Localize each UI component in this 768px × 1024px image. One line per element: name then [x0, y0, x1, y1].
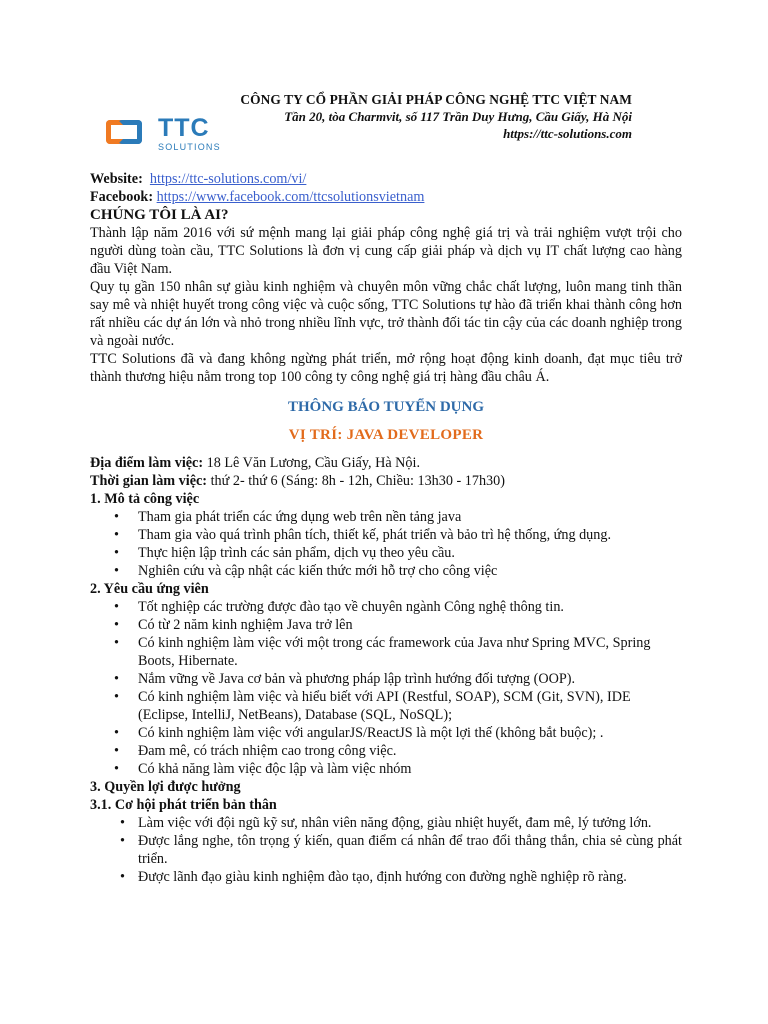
bullet-icon: • — [114, 563, 119, 579]
list-item: • Đam mê, có trách nhiệm cao trong công việc. — [114, 743, 397, 759]
time-label: Thời gian làm việc: — [90, 473, 208, 489]
logo-text-main: TTC — [158, 114, 210, 142]
bullet-icon: • — [114, 743, 119, 759]
section2-heading: 2. Yêu cầu ứng viên — [90, 581, 209, 597]
company-logo — [106, 112, 246, 156]
company-info — [240, 91, 632, 142]
bullet-icon: • — [114, 545, 119, 561]
location-value: 18 Lê Văn Lương, Cầu Giấy, Hà Nội. — [203, 455, 421, 471]
company-address: Tần 20, tòa Charmvit, số 117 Trần Duy Hưng, Cầu Giấy, Hà Nội — [284, 109, 632, 124]
facebook-line — [90, 188, 682, 206]
list-item: • Có từ 2 năm kinh nghiệm Java trở lên — [114, 617, 353, 633]
website-line — [90, 170, 682, 188]
bullet-icon: • — [120, 815, 125, 831]
logo-mark-icon — [106, 116, 150, 152]
section3-heading: 3. Quyền lợi được hưởng — [90, 779, 241, 795]
website-label: Website: — [90, 171, 143, 187]
facebook-link[interactable]: https://www.facebook.com/ttcsolutionsvietnam — [156, 189, 425, 205]
bullet-icon: • — [120, 833, 125, 849]
list-item: • Tốt nghiệp các trường được đào tạo về chuyên ngành Công nghệ thông tin. — [114, 599, 564, 615]
facebook-label: Facebook: — [90, 189, 154, 205]
logo-text-sub: SOLUTIONS — [158, 142, 221, 152]
bullet-icon: • — [114, 635, 119, 651]
bullet-icon: • — [114, 671, 119, 687]
list-item: • Có kinh nghiệm làm việc với angularJS/ReactJS là một lợi thế (không bắt buộc); . — [114, 725, 604, 741]
location-label: Địa điểm làm việc: — [90, 455, 204, 471]
bullet-icon: • — [114, 725, 119, 741]
section1-heading: 1. Mô tả công việc — [90, 491, 200, 507]
list-item: • Có kinh nghiệm làm việc và hiểu biết với API (Restful, SOAP), SCM (Git, SVN), IDE (Eclipse, IntelliJ, NetBeans), Database (SQL, NoSQL); — [114, 689, 631, 723]
bullet-icon: • — [120, 869, 125, 885]
job-description-list — [90, 508, 682, 580]
notice-title: THÔNG BÁO TUYỂN DỤNG — [288, 399, 484, 415]
list-item: • Thực hiện lập trình các sản phẩm, dịch vụ theo yêu cầu. — [114, 545, 455, 561]
time-line — [90, 472, 682, 490]
about-paragraph: TTC Solutions đã và đang không ngừng phát triển, mở rộng hoạt động kinh doanh, đạt mục tiêu trở thành thương hiệu nằm trong top 100 công ty công nghệ giá trị hàng đầu châu Á. — [90, 351, 682, 385]
list-item: • Được lãnh đạo giàu kinh nghiệm đào tạo, định hướng con đường nghề nghiệp rõ ràng. — [120, 869, 627, 885]
time-value: thứ 2- thứ 6 (Sáng: 8h - 12h, Chiều: 13h30 - 17h30) — [207, 473, 505, 489]
company-name: CÔNG TY CỔ PHẦN GIẢI PHÁP CÔNG NGHỆ TTC VIỆT NAM — [240, 92, 632, 107]
list-item: • Làm việc với đội ngũ kỹ sư, nhân viên năng động, giàu nhiệt huyết, đam mê, lý tưởng lớn. — [120, 815, 652, 831]
list-item: • Có khả năng làm việc độc lập và làm việc nhóm — [114, 761, 412, 777]
benefits-list — [90, 814, 682, 886]
list-item: • Nắm vững về Java cơ bản và phương pháp lập trình hướng đối tượng (OOP). — [114, 671, 576, 687]
bullet-icon: • — [114, 599, 119, 615]
list-item: • Được lắng nghe, tôn trọng ý kiến, quan điểm cá nhân để trao đổi thẳng thắn, chia sẻ cùng phát triển. — [120, 833, 682, 867]
bullet-icon: • — [114, 509, 119, 525]
list-item: • Có kinh nghiệm làm việc với một trong các framework của Java như Spring MVC, Spring Boots, Hibernate. — [114, 635, 651, 669]
company-site: https://ttc-solutions.com — [503, 126, 632, 141]
location-line — [90, 454, 682, 472]
document-body — [90, 170, 682, 886]
bullet-icon: • — [114, 617, 119, 633]
position-title: VỊ TRÍ: JAVA DEVELOPER — [288, 427, 484, 443]
bullet-icon: • — [114, 689, 119, 705]
list-item: • Tham gia phát triển các ứng dụng web trên nền tảng java — [114, 509, 462, 525]
about-paragraph: Quy tụ gần 150 nhân sự giàu kinh nghiệm và chuyên môn vững chắc chất lượng, luôn mang tinh thần say mê và nhiệt huyết trong công việc và cuộc sống, TTC Solutions tự hào đã triển khai thành công hơn rất nhiều các dự án lớn và nhỏ trong nhiều lĩnh vực, trở thành đối tác tin cậy của các doanh nghiệp trong và ngoài nước. — [90, 279, 682, 349]
requirements-list — [90, 598, 682, 778]
about-paragraph: Thành lập năm 2016 với sứ mệnh mang lại giải pháp công nghệ giá trị và trải nghiệm vượt trội cho người dùng toàn cầu, TTC Solutions là đơn vị cung cấp giải pháp và dịch vụ IT chất lượng cao hàng đầu Việt Nam. — [90, 225, 682, 277]
website-link[interactable]: https://ttc-solutions.com/vi/ — [149, 171, 307, 187]
list-item: • Tham gia vào quá trình phân tích, thiết kế, phát triển và bảo trì hệ thống, ứng dụng. — [114, 527, 612, 543]
list-item: • Nghiên cứu và cập nhật các kiến thức mới hỗ trợ cho công việc — [114, 563, 498, 579]
bullet-icon: • — [114, 527, 119, 543]
bullet-icon: • — [114, 761, 119, 777]
section3-subheading: 3.1. Cơ hội phát triển bản thân — [90, 797, 277, 813]
about-heading: CHÚNG TÔI LÀ AI? — [90, 207, 229, 223]
